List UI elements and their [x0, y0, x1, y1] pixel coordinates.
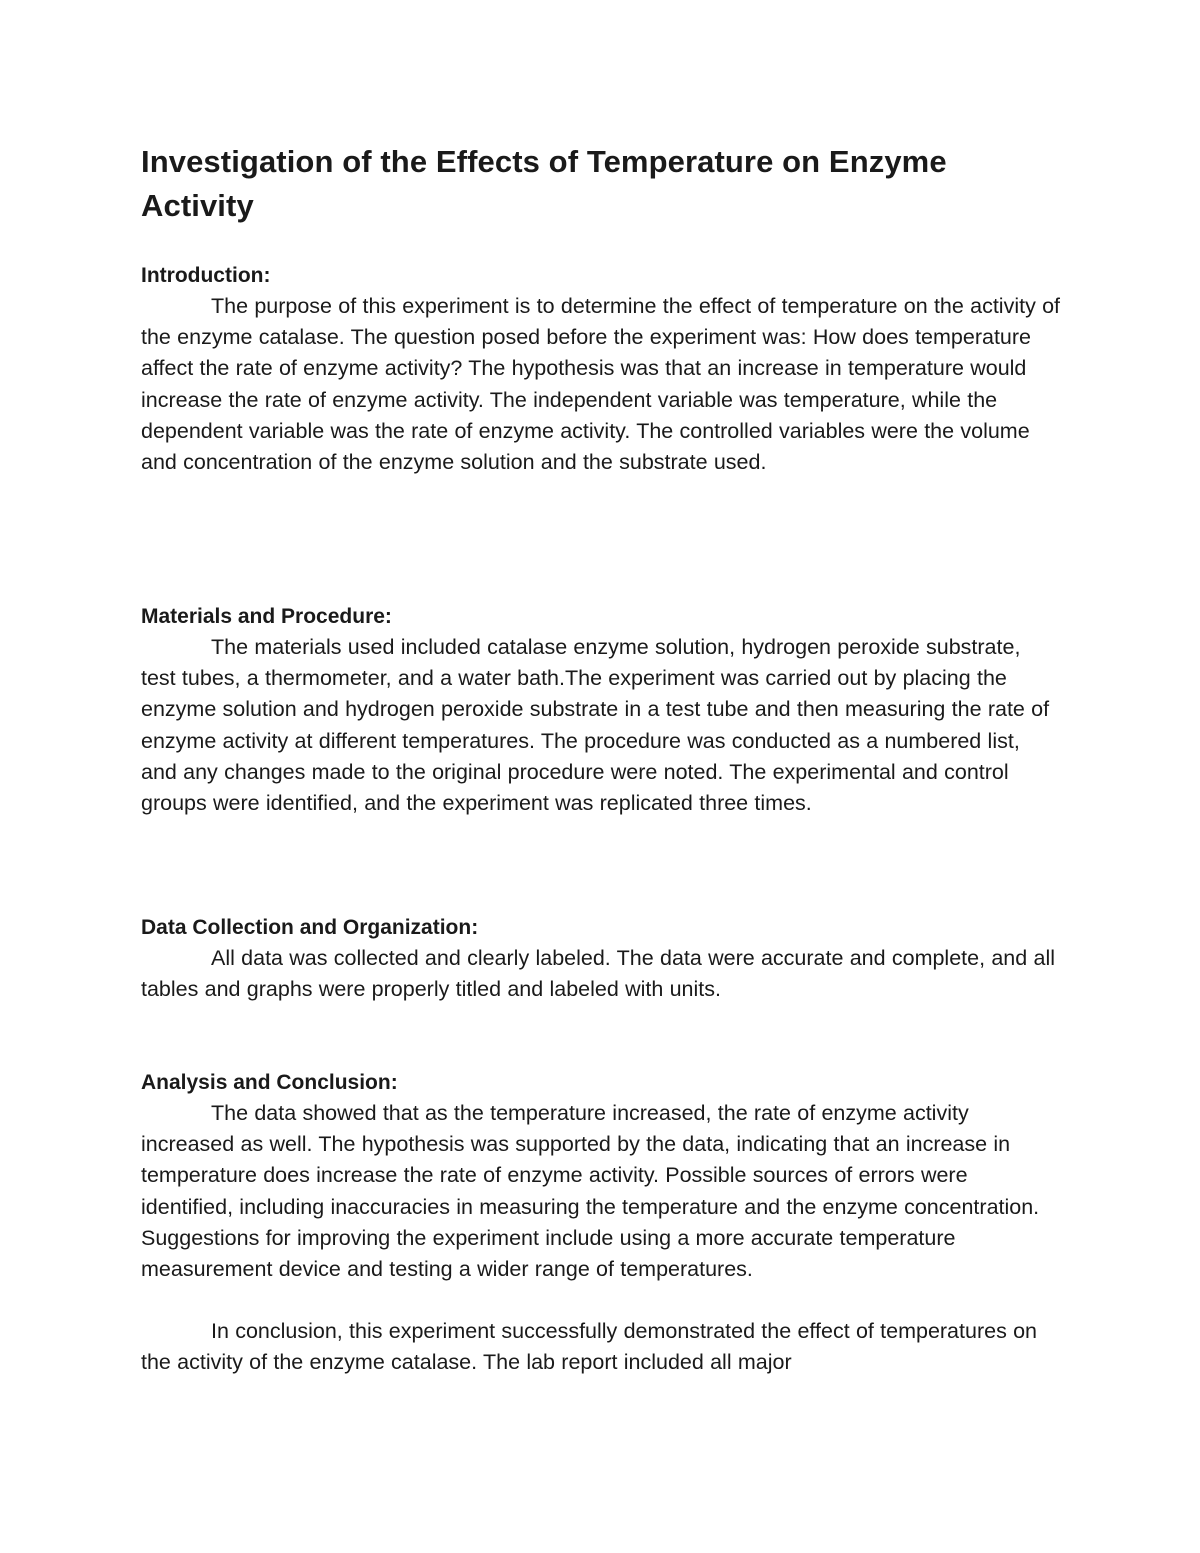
- section-materials-procedure: [141, 601, 1061, 819]
- document-page: [141, 140, 1061, 1375]
- data-collection-paragraph: All data was collected and clearly labeled. The data were accurate and complete, and all tables and graphs were properly titled and labeled with units.: [141, 946, 1056, 1002]
- introduction-paragraph: The purpose of this experiment is to determine the effect of temperature on the activity of the enzyme catalase. The question posed before the experiment was: How does temperature affect the rate of enzyme activity? The hypothesis was that an increase in temperature would increase the rate of enzyme activity. The independent variable was temperature, while the dependent variable was the rate of enzyme activity. The controlled variables were the volume and concentration of the enzyme solution and the substrate used.: [141, 294, 1061, 475]
- conclusion-paragraph: In conclusion, this experiment successfully demonstrated the effect of temperatures on the activity of the enzyme catalase. The lab report included all major: [141, 1319, 1038, 1375]
- section-heading-introduction: Introduction:: [141, 264, 271, 287]
- section-heading-data-collection: Data Collection and Organization:: [141, 916, 479, 939]
- analysis-paragraph: The data showed that as the temperature increased, the rate of enzyme activity increased as well. The hypothesis was supported by the data, indicating that an increase in temperature does increase the rate of enzyme activity. Possible sources of errors were identified, including inaccuracies in measuring the temperature and the enzyme concentration. Suggestions for improving the experiment include using a more accurate temperature measurement device and testing a wider range of temperatures.: [141, 1101, 1040, 1282]
- document-title: Investigation of the Effects of Temperature on Enzyme Activity: [141, 144, 947, 223]
- section-analysis-conclusion: [141, 1067, 1061, 1379]
- section-heading-analysis-conclusion: Analysis and Conclusion:: [141, 1071, 398, 1094]
- section-introduction: [141, 260, 1061, 478]
- materials-procedure-paragraph: The materials used included catalase enzyme solution, hydrogen peroxide substrate, test tubes, a thermometer, and a water bath.The experiment was carried out by placing the enzyme solution and hydrogen peroxide substrate in a test tube and then measuring the rate of enzyme activity at different temperatures. The procedure was conducted as a numbered list, and any changes made to the original procedure were noted. The experimental and control groups were identified, and the experiment was replicated three times.: [141, 635, 1050, 816]
- section-data-collection: [141, 912, 1061, 1005]
- section-heading-materials-procedure: Materials and Procedure:: [141, 605, 392, 628]
